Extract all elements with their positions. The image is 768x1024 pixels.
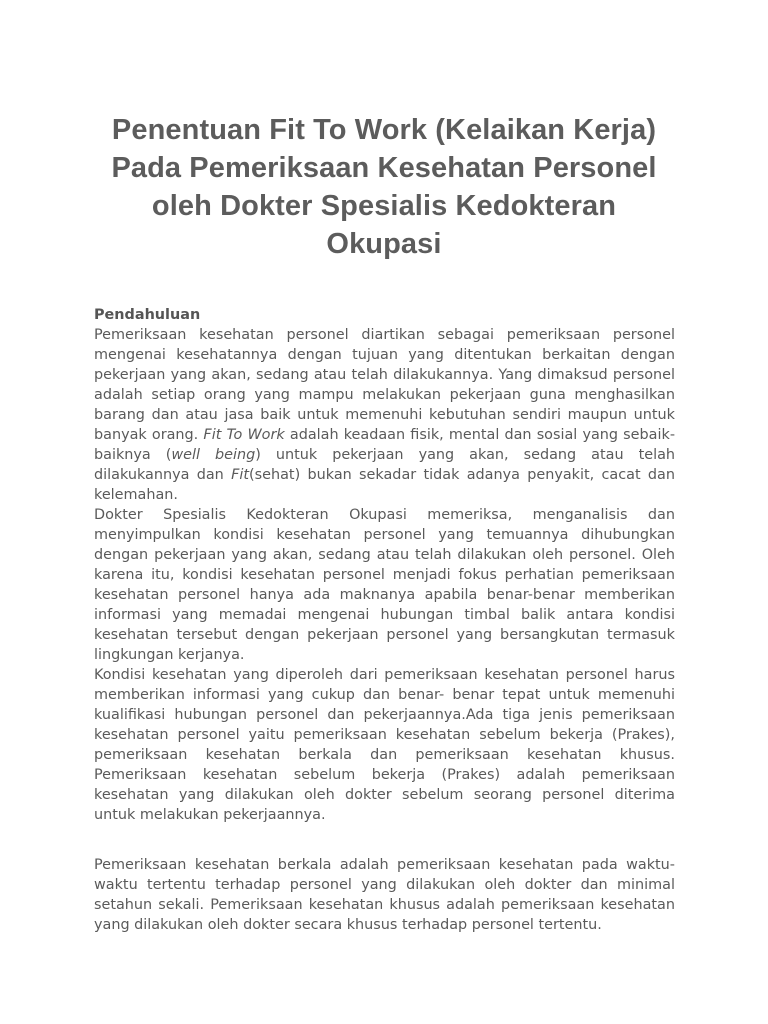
well-being-term: well being [171, 447, 256, 463]
section-heading: Pendahuluan [94, 307, 201, 323]
paragraph-specialist: Dokter Spesialis Kedokteran Okupasi memeriksa, menganalisis dan menyimpulkan kondisi kesehatan personel yang temuannya dihubungkan dengan pekerjaan yang akan, sedang atau telah dilakukan oleh personel. Oleh karena itu, kondisi kesehatan personel menjadi fokus perhatian pemeriksaan kesehatan personel hanya ada maknanya apabila benar-benar memberikan informasi yang memadai mengenai hubungan timbal balik antara kondisi kesehatan tersebut dengan pekerjaan personel yang bersangkutan termasuk lingkungan kerjanya. [94, 507, 675, 663]
document-title: Penentuan Fit To Work (Kelaikan Kerja) Pada Pemeriksaan Kesehatan Personel oleh Dokter Spesialis Kedokteran Okupasi [111, 114, 657, 260]
paragraph-intro-text-d: (sehat) bukan sekadar tidak adanya penyakit, cacat dan kelemahan. [94, 467, 675, 503]
paragraph-spacer [94, 825, 675, 855]
paragraph-intro-text-a: Pemeriksaan kesehatan personel diartikan sebagai pemeriksaan personel mengenai kesehatannya dengan tujuan yang ditentukan berkaitan dengan pekerjaan yang akan, sedang atau telah dilakukannya. Yang dimaksud personel adalah setiap orang yang mampu melakukan pekerjaan guna menghasilkan barang dan atau jasa baik untuk memenuhi kebutuhan sendiri maupun untuk banyak orang. [94, 327, 675, 443]
paragraph-periodic-exam: Pemeriksaan kesehatan berkala adalah pemeriksaan kesehatan pada waktu-waktu tertentu terhadap personel yang dilakukan oleh dokter dan minimal setahun sekali. Pemeriksaan kesehatan khusus adalah pemeriksaan kesehatan yang dilakukan oleh dokter secara khusus terhadap personel tertentu. [94, 857, 675, 933]
paragraph-intro [94, 325, 675, 505]
fit-term: Fit [231, 467, 250, 483]
paragraph-intro-text-b: adalah keadaan fisik, mental dan sosial yang sebaik-baiknya ( [94, 427, 676, 463]
paragraph-intro-text-c: ) untuk pekerjaan yang akan, sedang atau telah dilakukannya dan [94, 447, 676, 483]
document-body [94, 305, 675, 935]
paragraph-exam-types: Kondisi kesehatan yang diperoleh dari pemeriksaan kesehatan personel harus memberikan informasi yang cukup dan benar- benar tepat untuk memenuhi kualifikasi hubungan personel dan pekerjaannya.Ada tiga jenis pemeriksaan kesehatan personel yaitu pemeriksaan kesehatan sebelum bekerja (Prakes), pemeriksaan kesehatan berkala dan pemeriksaan kesehatan khusus. Pemeriksaan kesehatan sebelum bekerja (Prakes) adalah pemeriksaan kesehatan yang dilakukan oleh dokter sebelum seorang personel diterima untuk melakukan pekerjaannya. [94, 667, 675, 823]
fit-to-work-term: Fit To Work [203, 427, 285, 443]
